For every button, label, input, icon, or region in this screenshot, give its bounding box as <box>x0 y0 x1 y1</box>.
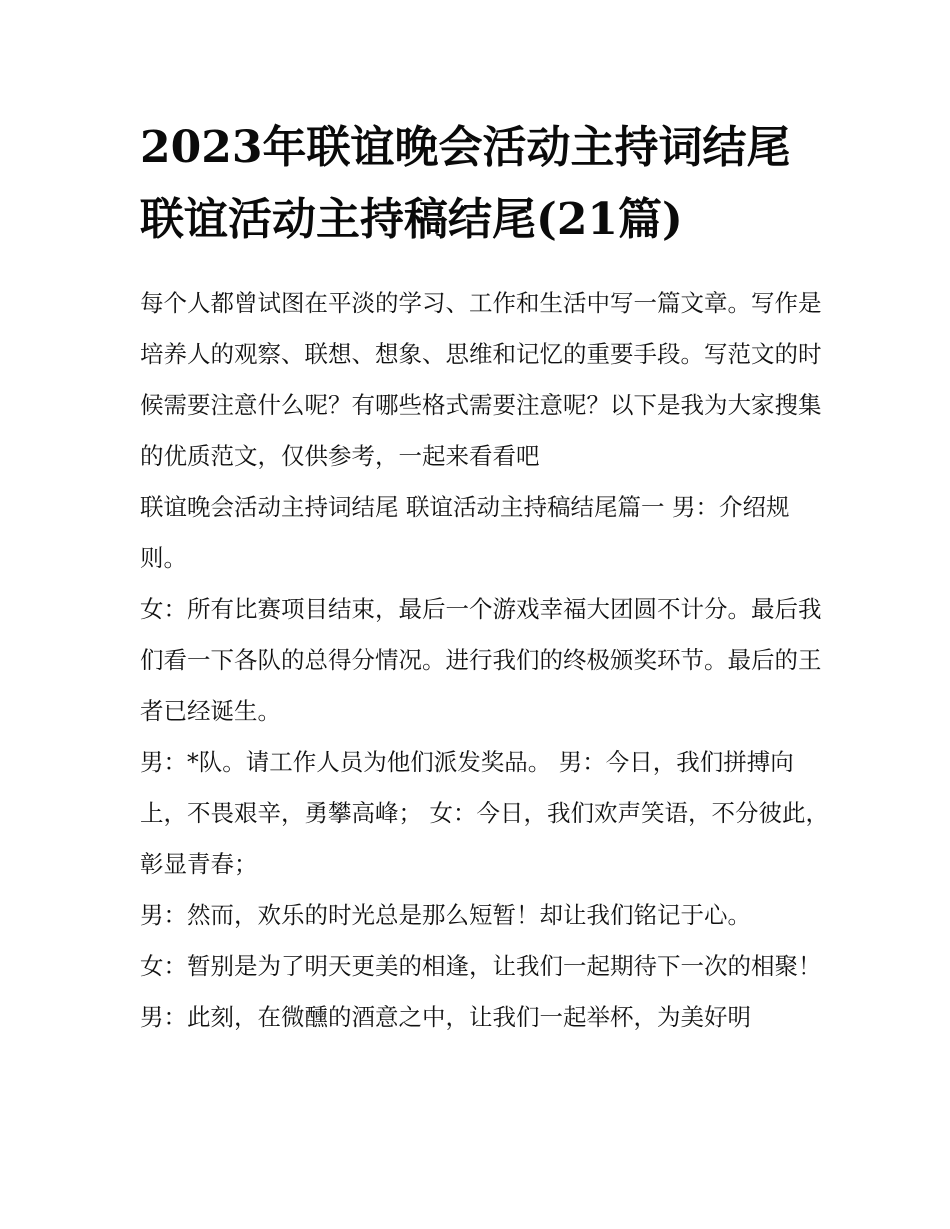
paragraph-male-host-3: 男：此刻，在微醺的酒意之中，让我们一起举杯，为美好明 <box>140 1003 751 1031</box>
paragraph-intro: 每个人都曾试图在平淡的学习、工作和生活中写一篇文章。写作是培养人的观察、联想、想象、思维和记忆的重要手段。写范文的时候需要注意什么呢？有哪些格式需要注意呢？以下是我为大家搜集的优质范文，仅供参考，一起来看看吧 <box>140 289 822 470</box>
paragraph-male-host-2: 男：然而，欢乐的时光总是那么短暂！却让我们铭记于心。 <box>140 901 751 929</box>
document-title: 2023年联谊晚会活动主持词结尾 联谊活动主持稿结尾(21篇) <box>140 122 791 245</box>
document-body <box>140 278 830 1043</box>
paragraph-male-host-1: 男：*队。请工作人员为他们派发奖品。 男：今日，我们拼搏向上，不畏艰辛，勇攀高峰； 女：今日，我们欢声笑语，不分彼此，彰显青春； <box>140 748 829 878</box>
paragraph-female-host-2: 女：暂别是为了明天更美的相逢，让我们一起期待下一次的相聚！ <box>140 952 822 980</box>
paragraph-female-host-1: 女：所有比赛项目结束，最后一个游戏幸福大团圆不计分。最后我们看一下各队的总得分情况。进行我们的终极颁奖环节。最后的王者已经诞生。 <box>140 595 822 725</box>
paragraph-section-one: 联谊晚会活动主持词结尾 联谊活动主持稿结尾篇一 男：介绍规则。 <box>140 493 790 572</box>
